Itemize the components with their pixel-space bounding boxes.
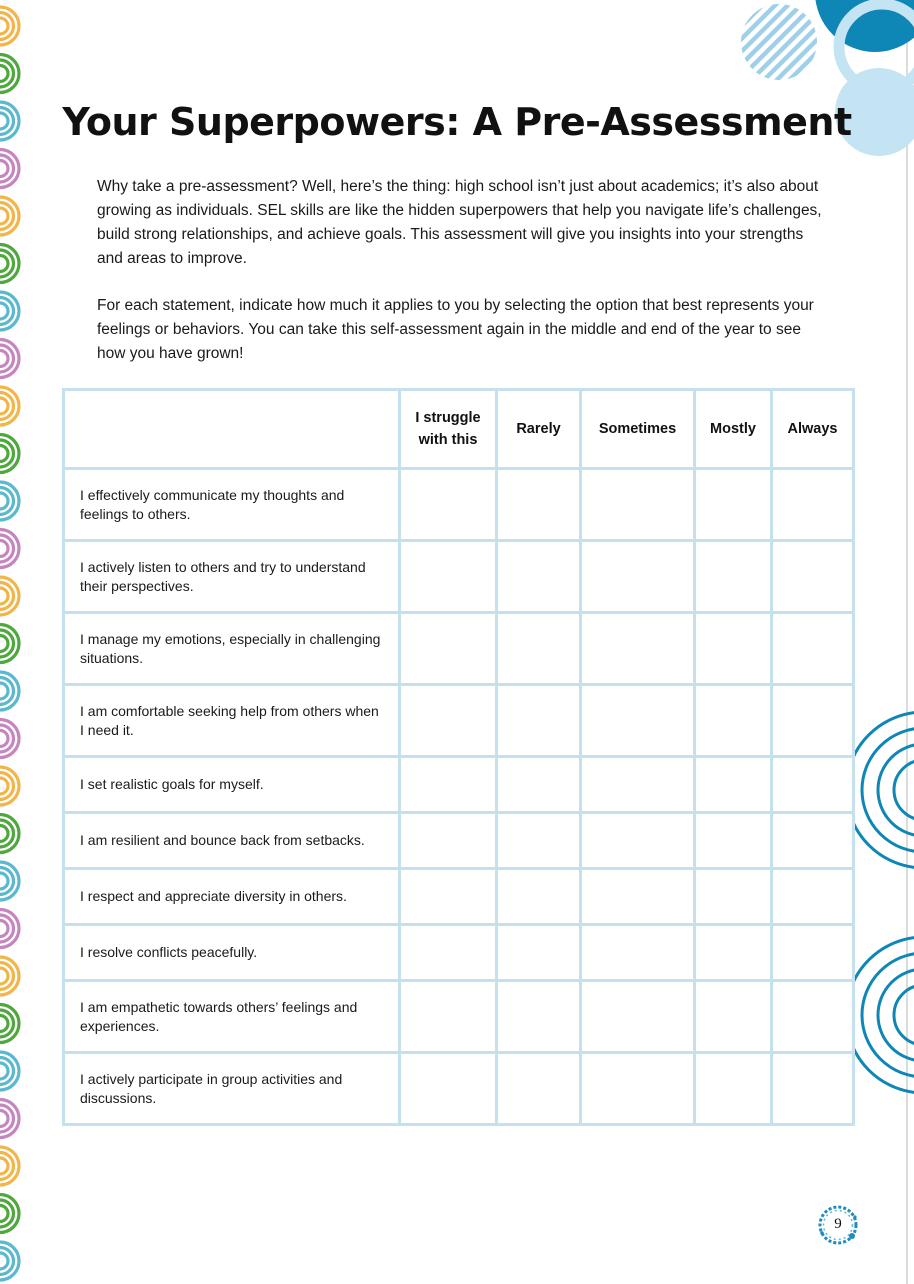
- rating-cell-struggle[interactable]: [400, 869, 497, 925]
- rating-cell-rarely[interactable]: [497, 541, 581, 613]
- spiral-icon: [0, 577, 19, 615]
- spiral-strip-icon: [0, 0, 40, 1284]
- rating-cell-rarely[interactable]: [497, 685, 581, 757]
- rating-cell-struggle[interactable]: [400, 541, 497, 613]
- rating-cell-mostly[interactable]: [695, 869, 772, 925]
- spiral-icon: [0, 1100, 19, 1138]
- table-row: [64, 613, 854, 685]
- spiral-icon: [0, 245, 19, 283]
- rating-cell-mostly[interactable]: [695, 813, 772, 869]
- page-number-text: 9: [834, 1216, 842, 1232]
- rating-cell-sometimes[interactable]: [581, 685, 695, 757]
- table-row: [64, 981, 854, 1053]
- column-header-struggle: [400, 390, 497, 469]
- rating-cell-always[interactable]: [772, 613, 854, 685]
- column-header-rarely: [497, 390, 581, 469]
- statement-cell: I am resilient and bounce back from setbacks.: [64, 813, 400, 869]
- spiral-icon: [0, 1005, 19, 1043]
- concentric-arcs-icon: [854, 705, 914, 875]
- statement-cell: I actively listen to others and try to understand their perspectives.: [64, 541, 400, 613]
- rating-cell-rarely[interactable]: [497, 869, 581, 925]
- rating-cell-sometimes[interactable]: [581, 613, 695, 685]
- column-header-mostly: [695, 390, 772, 469]
- page-number: [818, 1205, 858, 1245]
- spiral-icon: [0, 1195, 19, 1233]
- rating-cell-sometimes[interactable]: [581, 541, 695, 613]
- spiral-icon: [0, 625, 19, 663]
- rating-cell-mostly[interactable]: [695, 469, 772, 541]
- spiral-icon: [0, 340, 19, 378]
- rating-cell-sometimes[interactable]: [581, 1053, 695, 1125]
- rating-cell-sometimes[interactable]: [581, 469, 695, 541]
- rating-cell-rarely[interactable]: [497, 813, 581, 869]
- spiral-icon: [0, 815, 19, 853]
- rating-cell-always[interactable]: [772, 1053, 854, 1125]
- table-row: [64, 813, 854, 869]
- statement-cell: I resolve conflicts peacefully.: [64, 925, 400, 981]
- rating-cell-sometimes[interactable]: [581, 925, 695, 981]
- rating-cell-rarely[interactable]: [497, 981, 581, 1053]
- statement-column-header: [64, 390, 400, 469]
- table-row: [64, 541, 854, 613]
- spiral-icon: [0, 720, 19, 758]
- table-row: [64, 685, 854, 757]
- column-header-label: I struggle with this: [415, 410, 481, 448]
- spiral-icon: [0, 150, 19, 188]
- rating-cell-struggle[interactable]: [400, 1053, 497, 1125]
- spiral-icon: [0, 910, 19, 948]
- spiral-icon: [0, 1052, 19, 1090]
- rating-cell-mostly[interactable]: [695, 757, 772, 813]
- rating-cell-mostly[interactable]: [695, 541, 772, 613]
- column-header-label: Always: [787, 421, 838, 437]
- table-row: [64, 925, 854, 981]
- rating-cell-struggle[interactable]: [400, 813, 497, 869]
- rating-cell-always[interactable]: [772, 813, 854, 869]
- spiral-icon: [0, 957, 19, 995]
- column-header-sometimes: [581, 390, 695, 469]
- column-header-label: Mostly: [710, 421, 756, 437]
- spiral-icon: [0, 862, 19, 900]
- rating-cell-sometimes[interactable]: [581, 813, 695, 869]
- rating-cell-struggle[interactable]: [400, 685, 497, 757]
- table-row: [64, 469, 854, 541]
- spiral-icon: [0, 387, 19, 425]
- spiral-icon: [0, 292, 19, 330]
- table-row: [64, 869, 854, 925]
- table-row: [64, 1053, 854, 1125]
- spiral-icon: [0, 530, 19, 568]
- rating-cell-always[interactable]: [772, 981, 854, 1053]
- assessment-table: [62, 388, 855, 1126]
- rating-cell-always[interactable]: [772, 925, 854, 981]
- statement-cell: I manage my emotions, especially in challenging situations.: [64, 613, 400, 685]
- rating-cell-struggle[interactable]: [400, 613, 497, 685]
- spiral-icon: [0, 1147, 19, 1185]
- rating-cell-mostly[interactable]: [695, 1053, 772, 1125]
- rating-cell-always[interactable]: [772, 869, 854, 925]
- spiral-icon: [0, 7, 19, 45]
- rating-cell-struggle[interactable]: [400, 757, 497, 813]
- rating-cell-mostly[interactable]: [695, 981, 772, 1053]
- rating-cell-rarely[interactable]: [497, 469, 581, 541]
- intro-paragraph: Why take a pre-assessment? Well, here’s the thing: high school isn’t just about academics; it’s also about growing as individuals. SEL skills are like the hidden superpowers that help you navigate life’s challenges, build strong relationships, and achieve goals. This assessment will give you insights into your strengths and areas to improve.: [97, 178, 822, 267]
- spiral-icon: [0, 197, 19, 235]
- statement-cell: I actively participate in group activities and discussions.: [64, 1053, 400, 1125]
- page-title: Your Superpowers: A Pre-Assessment: [62, 100, 852, 144]
- rating-cell-sometimes[interactable]: [581, 757, 695, 813]
- rating-cell-always[interactable]: [772, 541, 854, 613]
- rating-cell-sometimes[interactable]: [581, 869, 695, 925]
- rating-cell-rarely[interactable]: [497, 757, 581, 813]
- spiral-icon: [0, 1242, 19, 1280]
- column-header-label: Rarely: [516, 421, 561, 437]
- rating-cell-always[interactable]: [772, 757, 854, 813]
- table-row: [64, 757, 854, 813]
- column-header-always: [772, 390, 854, 469]
- spiral-icon: [0, 435, 19, 473]
- statement-cell: I am comfortable seeking help from others when I need it.: [64, 685, 400, 757]
- table-header-row: [64, 390, 854, 469]
- spiral-icon: [0, 482, 19, 520]
- rating-cell-rarely[interactable]: [497, 613, 581, 685]
- rating-cell-always[interactable]: [772, 469, 854, 541]
- spiral-icon: [0, 55, 19, 93]
- rating-cell-struggle[interactable]: [400, 925, 497, 981]
- statement-cell: I set realistic goals for myself.: [64, 757, 400, 813]
- rating-cell-struggle[interactable]: [400, 469, 497, 541]
- statement-cell: I respect and appreciate diversity in others.: [64, 869, 400, 925]
- rating-cell-mostly[interactable]: [695, 925, 772, 981]
- rating-cell-mostly[interactable]: [695, 613, 772, 685]
- rating-cell-rarely[interactable]: [497, 925, 581, 981]
- rating-cell-mostly[interactable]: [695, 685, 772, 757]
- rating-cell-struggle[interactable]: [400, 981, 497, 1053]
- statement-cell: I effectively communicate my thoughts and feelings to others.: [64, 469, 400, 541]
- instructions-paragraph: For each statement, indicate how much it applies to you by selecting the option that best represents your feelings or behaviors. You can take this self-assessment again in the middle and end of the year to see how you have grown!: [97, 297, 814, 362]
- spiral-icon: [0, 767, 19, 805]
- statement-cell: I am empathetic towards others’ feelings and experiences.: [64, 981, 400, 1053]
- concentric-arcs-icon: [854, 930, 914, 1100]
- rating-cell-rarely[interactable]: [497, 1053, 581, 1125]
- rating-cell-always[interactable]: [772, 685, 854, 757]
- rating-cell-sometimes[interactable]: [581, 981, 695, 1053]
- column-header-label: Sometimes: [598, 421, 677, 437]
- spiral-icon: [0, 672, 19, 710]
